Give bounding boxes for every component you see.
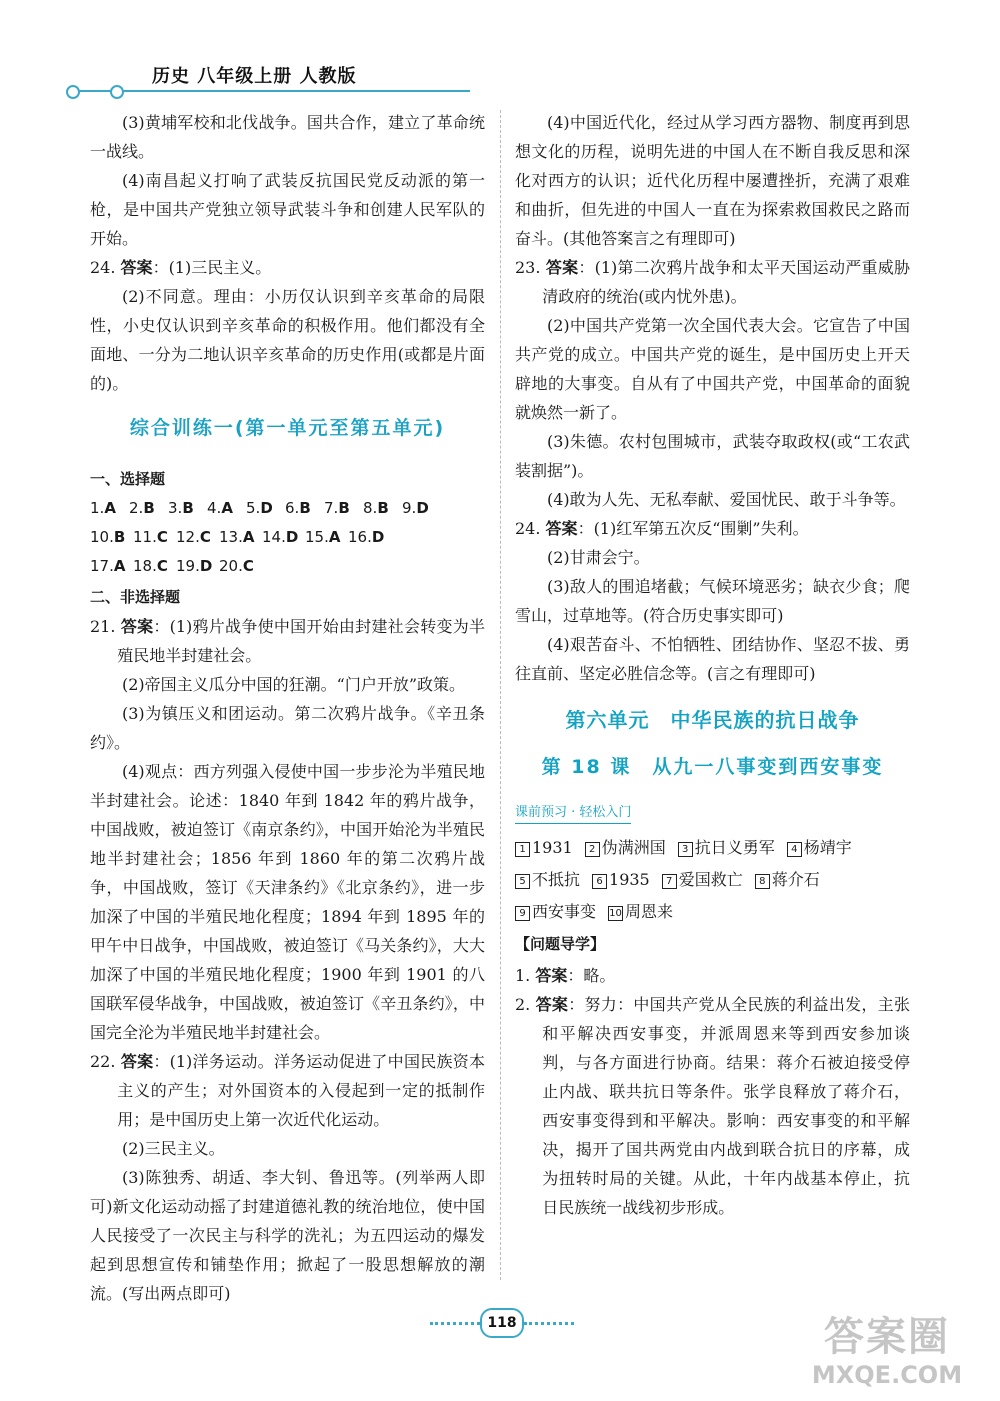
- fill-in-text: 不抵抗: [532, 870, 581, 889]
- choice-number: 17.: [90, 557, 114, 575]
- answer-paragraph: (3)黄埔军校和北伐战争。国共合作，建立了革命统一战线。: [90, 113, 485, 161]
- question-number: 23.: [515, 258, 541, 277]
- page-header: [70, 60, 490, 100]
- choice-answer: [324, 494, 363, 523]
- choice-number: 16.: [348, 528, 372, 546]
- header-dot-icon: [110, 85, 124, 99]
- choice-letter: D: [371, 528, 385, 546]
- choice-answer: [402, 494, 441, 523]
- choice-letter: C: [242, 557, 254, 575]
- answer-paragraph: (2)不同意。理由：小历仅认识到辛亥革命的局限性，小史仅认识到辛亥革命的积极作用。他们都没有全面地、一分为二地认识辛亥革命的历史作用(或都是片面的)。: [90, 287, 485, 393]
- boxed-number: 1: [515, 842, 530, 857]
- choice-letter: D: [260, 499, 273, 517]
- answer-text: ：略。: [567, 966, 616, 985]
- boxed-number: 4: [787, 842, 802, 857]
- lesson-title: 第 18 课 从九一八事变到西安事变: [541, 756, 884, 778]
- choice-row: [90, 523, 485, 552]
- answer-label: 答案: [535, 995, 569, 1014]
- choice-number: 13.: [219, 528, 243, 546]
- question-number: 24.: [515, 519, 541, 538]
- answer-paragraph: (2)中国共产党第一次全国代表大会。它宣告了中国共产党的成立。中国共产党的诞生，是中国历史上开天辟地的大事变。自从有了中国共产党，中国革命的面貌就焕然一新了。: [515, 316, 910, 422]
- boxed-number: 5: [515, 874, 530, 889]
- question-21-answer: [90, 612, 485, 670]
- question-24-answer: [515, 514, 910, 543]
- fill-in-row: [515, 864, 910, 896]
- answer-paragraph: (3)为镇压义和团运动。第二次鸦片战争。《辛丑条约》。: [90, 704, 485, 752]
- header-rule: [70, 90, 470, 92]
- choice-answer: [363, 494, 402, 523]
- answer-text: ：(1)鸦片战争使中国开始由封建社会转变为半殖民地半封建社会。: [117, 617, 485, 665]
- choice-answer: [219, 523, 262, 552]
- nonchoice-heading: 二、非选择题: [90, 588, 181, 606]
- boxed-number: 2: [585, 842, 600, 857]
- choice-answer: [285, 494, 324, 523]
- boxed-number: 8: [755, 874, 770, 889]
- answer-label: 答案: [120, 617, 154, 636]
- boxed-number: 3: [678, 842, 693, 857]
- section-title: 综合训练一(第一单元至第五单元): [129, 417, 446, 439]
- choice-answer: [305, 523, 348, 552]
- choice-letter: C: [156, 557, 168, 575]
- choice-answer: [207, 494, 246, 523]
- choice-answer: [168, 494, 207, 523]
- watermark-url: MXQE.COM: [811, 1361, 963, 1389]
- choice-answer: [90, 552, 133, 581]
- choice-number: 8.: [363, 499, 378, 517]
- choice-letter: B: [113, 528, 126, 546]
- choice-answer: [129, 494, 168, 523]
- choice-answer: [262, 523, 305, 552]
- choice-number: 10.: [90, 528, 114, 546]
- answer-paragraph: (4)中国近代化，经过从学习西方器物、制度再到思想文化的历程，说明先进的中国人在不断自我反思和深化对西方的认识；近代化历程中屡遭挫折，充满了艰难和曲折，但先进的中国人一直在为探索救国救民之路而奋斗。(其他答案言之有理即可): [515, 113, 910, 248]
- choice-number: 2.: [129, 499, 144, 517]
- choice-answer: [246, 494, 285, 523]
- fill-in-row: [515, 896, 910, 928]
- answer-paragraph: (3)朱德。农村包围城市，武装夺取政权(或“工农武装割据”)。: [515, 432, 910, 480]
- header-title: 历史 八年级上册 人教版: [152, 66, 357, 87]
- unit-title: 第六单元 中华民族的抗日战争: [565, 708, 860, 732]
- guide-title: 【问题导学】: [515, 935, 606, 953]
- page-number: 118: [480, 1308, 524, 1338]
- fill-in-text: 伪满洲国: [601, 838, 666, 857]
- answer-label: 答案: [545, 258, 579, 277]
- choice-letter: A: [104, 499, 116, 517]
- guide-answer-1: [515, 961, 910, 990]
- question-number: 24.: [90, 258, 116, 277]
- choice-number: 12.: [176, 528, 200, 546]
- choice-letter: D: [199, 557, 213, 575]
- fill-in-item: [678, 832, 775, 864]
- fill-in-item: [662, 864, 743, 896]
- choice-number: 18.: [133, 557, 157, 575]
- boxed-number: 6: [592, 874, 607, 889]
- preview-tag: 课前预习 · 轻松入门: [515, 803, 631, 824]
- answer-paragraph: (2)三民主义。: [122, 1139, 225, 1158]
- fill-in-item: [608, 896, 673, 928]
- choice-number: 3.: [168, 499, 183, 517]
- choice-letter: D: [416, 499, 429, 517]
- header-dot-icon: [66, 85, 80, 99]
- fill-in-text: 1931: [532, 838, 573, 857]
- answer-paragraph: (4)艰苦奋斗、不怕牺牲、团结协作、坚忍不拔、勇往直前、坚定必胜信念等。(言之有理即可): [515, 635, 910, 683]
- choice-letter: A: [221, 499, 233, 517]
- choice-answer: [133, 523, 176, 552]
- choice-letter: A: [328, 528, 341, 546]
- answer-paragraph: (2)帝国主义瓜分中国的狂潮。“门户开放”政策。: [122, 675, 466, 694]
- question-number: 21.: [90, 617, 116, 636]
- choice-number: 20.: [219, 557, 243, 575]
- boxed-number: 10: [609, 908, 622, 919]
- fill-in-item: [515, 896, 596, 928]
- answer-label: 答案: [120, 258, 153, 277]
- fill-in-text: 西安事变: [532, 902, 597, 921]
- answer-text: ：(1)洋务运动。洋务运动促进了中国民族资本主义的产生；对外国资本的入侵起到一定的抵制作用；是中国历史上第一次近代化运动。: [117, 1052, 485, 1129]
- choice-number: 5.: [246, 499, 261, 517]
- choice-letter: B: [182, 499, 194, 517]
- choice-answer: [90, 523, 133, 552]
- choice-number: 9.: [402, 499, 417, 517]
- answer-paragraph: (3)陈独秀、胡适、李大钊、鲁迅等。(列举两人即可)新文化运动动摇了封建道德礼教的统治地位，使中国人民接受了一次民主与科学的洗礼；为五四运动的爆发起到思想宣传和铺垫作用；掀起了一股思想解放的潮流。(写出两点即可): [90, 1168, 485, 1303]
- answer-label: 答案: [535, 966, 568, 985]
- choice-heading: 一、选择题: [90, 470, 166, 488]
- fill-in-text: 爱国救亡: [678, 870, 743, 889]
- choice-answer: [348, 523, 391, 552]
- answer-text: ：努力：中国共产党从全民族的利益出发，主张和平解决西安事变，并派周恩来等到西安参加谈判，与各方面进行协商。结果：蒋介石被迫接受停止内战、联共抗日等条件。张学良释放了蒋介石，西安事变得到和平解决。影响：西安事变的和平解决，揭开了国共两党由内战到联合抗日的序幕，成为扭转时局的关键。从此，十年内战基本停止，抗日民族统一战线初步形成。: [542, 995, 910, 1217]
- guide-answer-2: [515, 990, 910, 1222]
- choice-letter: A: [242, 528, 255, 546]
- choice-number: 4.: [207, 499, 222, 517]
- fill-in-text: 抗日义勇军: [694, 838, 775, 857]
- choice-number: 11.: [133, 528, 157, 546]
- fill-in-text: 蒋介石: [771, 870, 820, 889]
- fill-in-answers: [515, 832, 910, 928]
- choice-answer: [176, 552, 219, 581]
- choice-letter: B: [338, 499, 350, 517]
- choice-letter: D: [285, 528, 299, 546]
- answer-label: 答案: [545, 519, 578, 538]
- answer-label: 答案: [120, 1052, 154, 1071]
- choice-row: [90, 494, 485, 523]
- page-footer: [430, 1308, 570, 1338]
- question-number: 1.: [515, 966, 531, 985]
- choice-number: 6.: [285, 499, 300, 517]
- footer-dots: [430, 1322, 480, 1325]
- choice-letter: A: [113, 557, 126, 575]
- choice-answer: [90, 494, 129, 523]
- choice-answer: [219, 552, 262, 581]
- question-24-answer: [90, 253, 485, 282]
- answer-paragraph: (3)敌人的围追堵截；气候环境恶劣；缺衣少食；爬雪山，过草地等。(符合历史事实即可): [515, 577, 910, 625]
- fill-in-item: [515, 864, 580, 896]
- question-22-answer: [90, 1047, 485, 1134]
- answer-paragraph: (4)观点：西方列强入侵使中国一步步沦为半殖民地半封建社会。论述：1840 年到 1842 年的鸦片战争，中国战败，被迫签订《南京条约》，中国开始沦为半殖民地半封建社会；1856 年到 1860 年的第二次鸦片战争，中国战败，签订《天津条约》《北京条约》，进一步加深了中国的半殖民地化程度；1894 年到 1895 年的甲午中日战争，中国战败，被迫签订《马关条约》，大大加深了中国的半殖民地化程度；1900 年到 1901 的八国联军侵华战争，中国战败，被迫签订《辛丑条约》，中国完全沦为半殖民地半封建社会。: [90, 762, 485, 1042]
- boxed-number: 7: [662, 874, 677, 889]
- choice-letter: C: [199, 528, 211, 546]
- answer-text: ：(1)第二次鸦片战争和太平天国运动严重威胁清政府的统治(或内忧外患)。: [542, 258, 910, 306]
- fill-in-item: [787, 832, 852, 864]
- choice-letter: B: [143, 499, 155, 517]
- fill-in-item: [585, 832, 666, 864]
- answer-paragraph: (2)甘肃会宁。: [547, 548, 650, 567]
- choice-letter: C: [156, 528, 168, 546]
- choice-row: [90, 552, 485, 581]
- choice-letter: B: [377, 499, 389, 517]
- choice-number: 19.: [176, 557, 200, 575]
- choice-number: 15.: [305, 528, 329, 546]
- question-number: 22.: [90, 1052, 116, 1071]
- answer-paragraph: (4)敢为人先、无私奉献、爱国忧民、敢于斗争等。: [547, 490, 906, 509]
- footer-dots: [524, 1322, 574, 1325]
- answer-text: ：(1)红军第五次反“围剿”失利。: [577, 519, 809, 538]
- fill-in-text: 周恩来: [625, 902, 674, 921]
- fill-in-text: 杨靖宇: [803, 838, 852, 857]
- fill-in-item: [755, 864, 820, 896]
- choice-letter: B: [299, 499, 311, 517]
- answer-text: ：(1)三民主义。: [152, 258, 272, 277]
- choice-number: 1.: [90, 499, 105, 517]
- fill-in-item: [515, 832, 573, 864]
- column-divider: [500, 110, 501, 1280]
- right-column: [515, 108, 910, 1222]
- choice-answer: [133, 552, 176, 581]
- fill-in-text: 1935: [609, 870, 650, 889]
- boxed-number: 9: [515, 906, 530, 921]
- answer-paragraph: (4)南昌起义打响了武装反抗国民党反动派的第一枪，是中国共产党独立领导武装斗争和创建人民军队的开始。: [90, 171, 485, 248]
- fill-in-item: [592, 864, 650, 896]
- choice-answer: [176, 523, 219, 552]
- question-number: 2.: [515, 995, 531, 1014]
- watermark-logo: [802, 1313, 972, 1389]
- question-23-answer: [515, 253, 910, 311]
- watermark-text: 答案圈: [824, 1314, 950, 1360]
- fill-in-row: [515, 832, 910, 864]
- choice-number: 14.: [262, 528, 286, 546]
- left-column: [90, 108, 485, 1308]
- choice-number: 7.: [324, 499, 339, 517]
